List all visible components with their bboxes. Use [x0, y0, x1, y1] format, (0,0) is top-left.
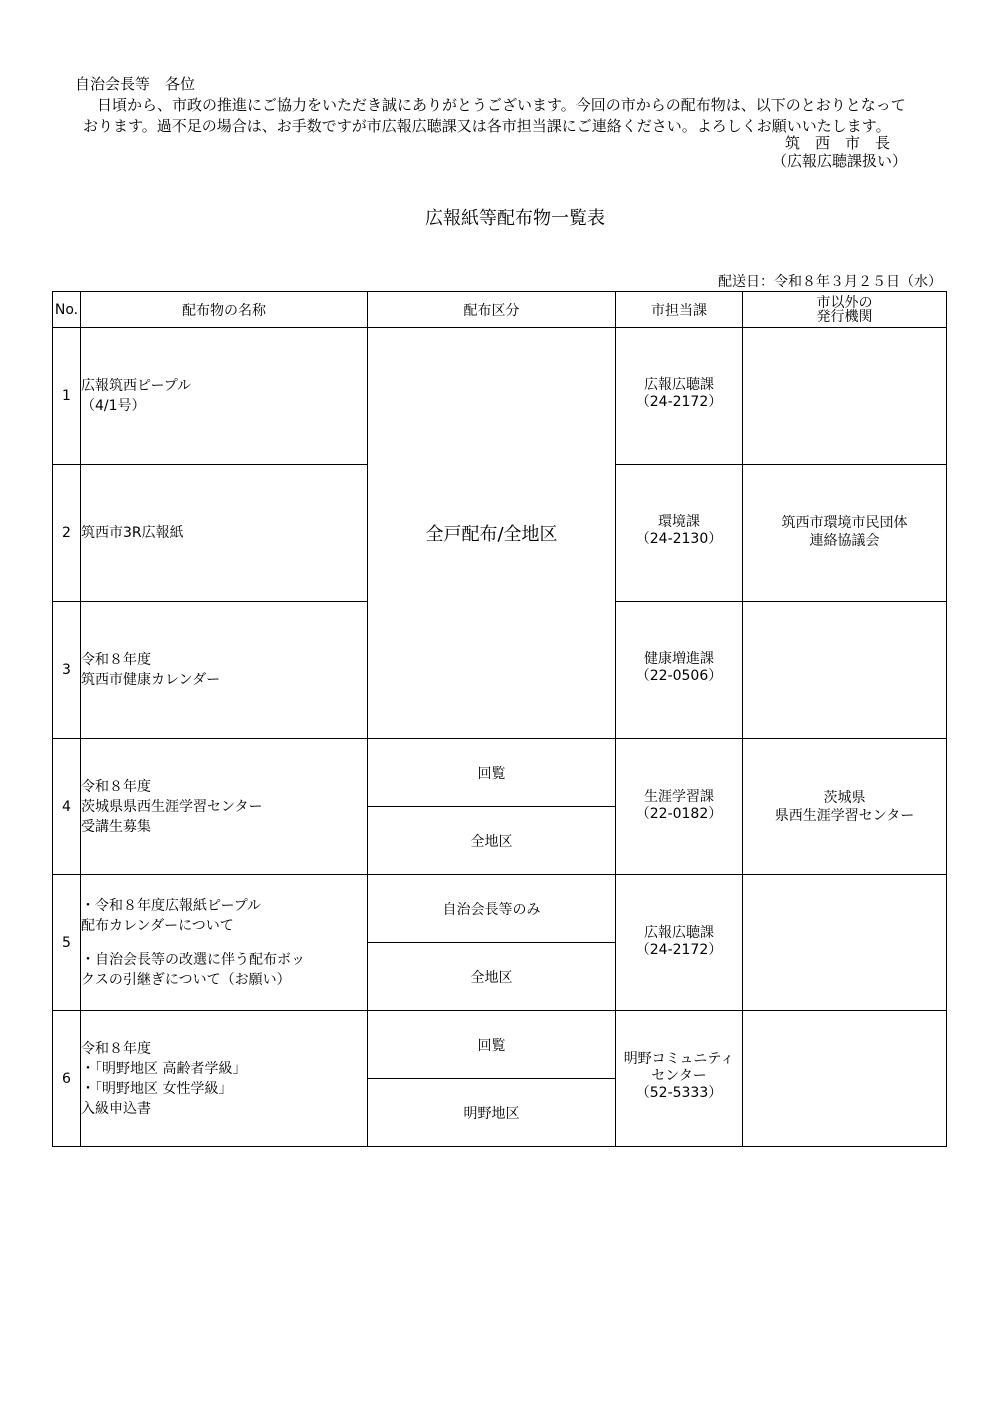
- row-distribution-bottom: 全地区: [368, 807, 616, 875]
- row-name: 令和８年度 筑西市健康カレンダー: [81, 602, 368, 739]
- row-organization: [743, 1011, 947, 1147]
- row-no: 5: [53, 875, 81, 1011]
- row-distribution-merged: 全戸配布/全地区: [368, 328, 616, 739]
- header-no: No.: [53, 292, 81, 328]
- row-department: 環境課 （24-2130）: [616, 465, 743, 602]
- row-distribution-top: 自治会長等のみ: [368, 875, 616, 943]
- row-name: 令和８年度 茨城県県西生涯学習センター 受講生募集: [81, 739, 368, 875]
- row-organization: [743, 602, 947, 739]
- row-organization: 茨城県 県西生涯学習センター: [743, 739, 947, 875]
- recipient: 自治会長等 各位: [75, 75, 196, 93]
- delivery-date: 配送日：令和８年３月２５日（水）: [718, 274, 942, 290]
- row-no: 1: [53, 328, 81, 465]
- row-no: 2: [53, 465, 81, 602]
- sender-note: （広報広聴課扱い）: [772, 152, 908, 170]
- row-no: 3: [53, 602, 81, 739]
- header-distribution: 配布区分: [368, 292, 616, 328]
- row-distribution-bottom: 明野地区: [368, 1079, 616, 1147]
- row-name: 筑西市3R広報紙: [81, 465, 368, 602]
- table-row: [53, 739, 947, 807]
- table-row: [53, 1011, 947, 1079]
- table-row: [53, 328, 947, 465]
- row-organization: [743, 875, 947, 1011]
- row-department: 明野コミュニティ センター （52-5333）: [616, 1011, 743, 1147]
- row-name: 令和８年度 ・「明野地区 高齢者学級」 ・「明野地区 女性学級」 入級申込書: [81, 1011, 368, 1147]
- row-department: 健康増進課 （22-0506）: [616, 602, 743, 739]
- row-name: 広報筑西ピープル （4/1号）: [81, 328, 368, 465]
- row-no: 6: [53, 1011, 81, 1147]
- row-no: 4: [53, 739, 81, 875]
- table-header-row: [53, 292, 947, 328]
- sender: 筑 西 市 長: [785, 134, 891, 152]
- row-department: 広報広聴課 （24-2172）: [616, 328, 743, 465]
- row-distribution-top: 回覧: [368, 1011, 616, 1079]
- message-line-1: 日頃から、市政の推進にご協力をいただき誠にありがとうございます。今回の市からの配布物は、以下のとおりとなって: [97, 96, 906, 114]
- row-department: 生涯学習課 （22-0182）: [616, 739, 743, 875]
- row-organization: 筑西市環境市民団体 連絡協議会: [743, 465, 947, 602]
- row-distribution-top: 回覧: [368, 739, 616, 807]
- row-department: 広報広聴課 （24-2172）: [616, 875, 743, 1011]
- header-name: 配布物の名称: [81, 292, 368, 328]
- page-title: 広報紙等配布物一覧表: [425, 208, 605, 229]
- row-distribution-bottom: 全地区: [368, 943, 616, 1011]
- row-name: ・令和８年度広報紙ピープル 配布カレンダーについて ・自治会長等の改選に伴う配布ボッ クスの引継ぎについて（お願い）: [81, 875, 368, 1011]
- distribution-table: [52, 291, 947, 1147]
- row-organization: [743, 328, 947, 465]
- header-organization: 市以外の 発行機関: [743, 292, 947, 328]
- header-department: 市担当課: [616, 292, 743, 328]
- message-line-2: おります。過不足の場合は、お手数ですが市広報広聴課又は各市担当課にご連絡ください。よろしくお願いいたします。: [83, 117, 891, 135]
- table-row: [53, 875, 947, 943]
